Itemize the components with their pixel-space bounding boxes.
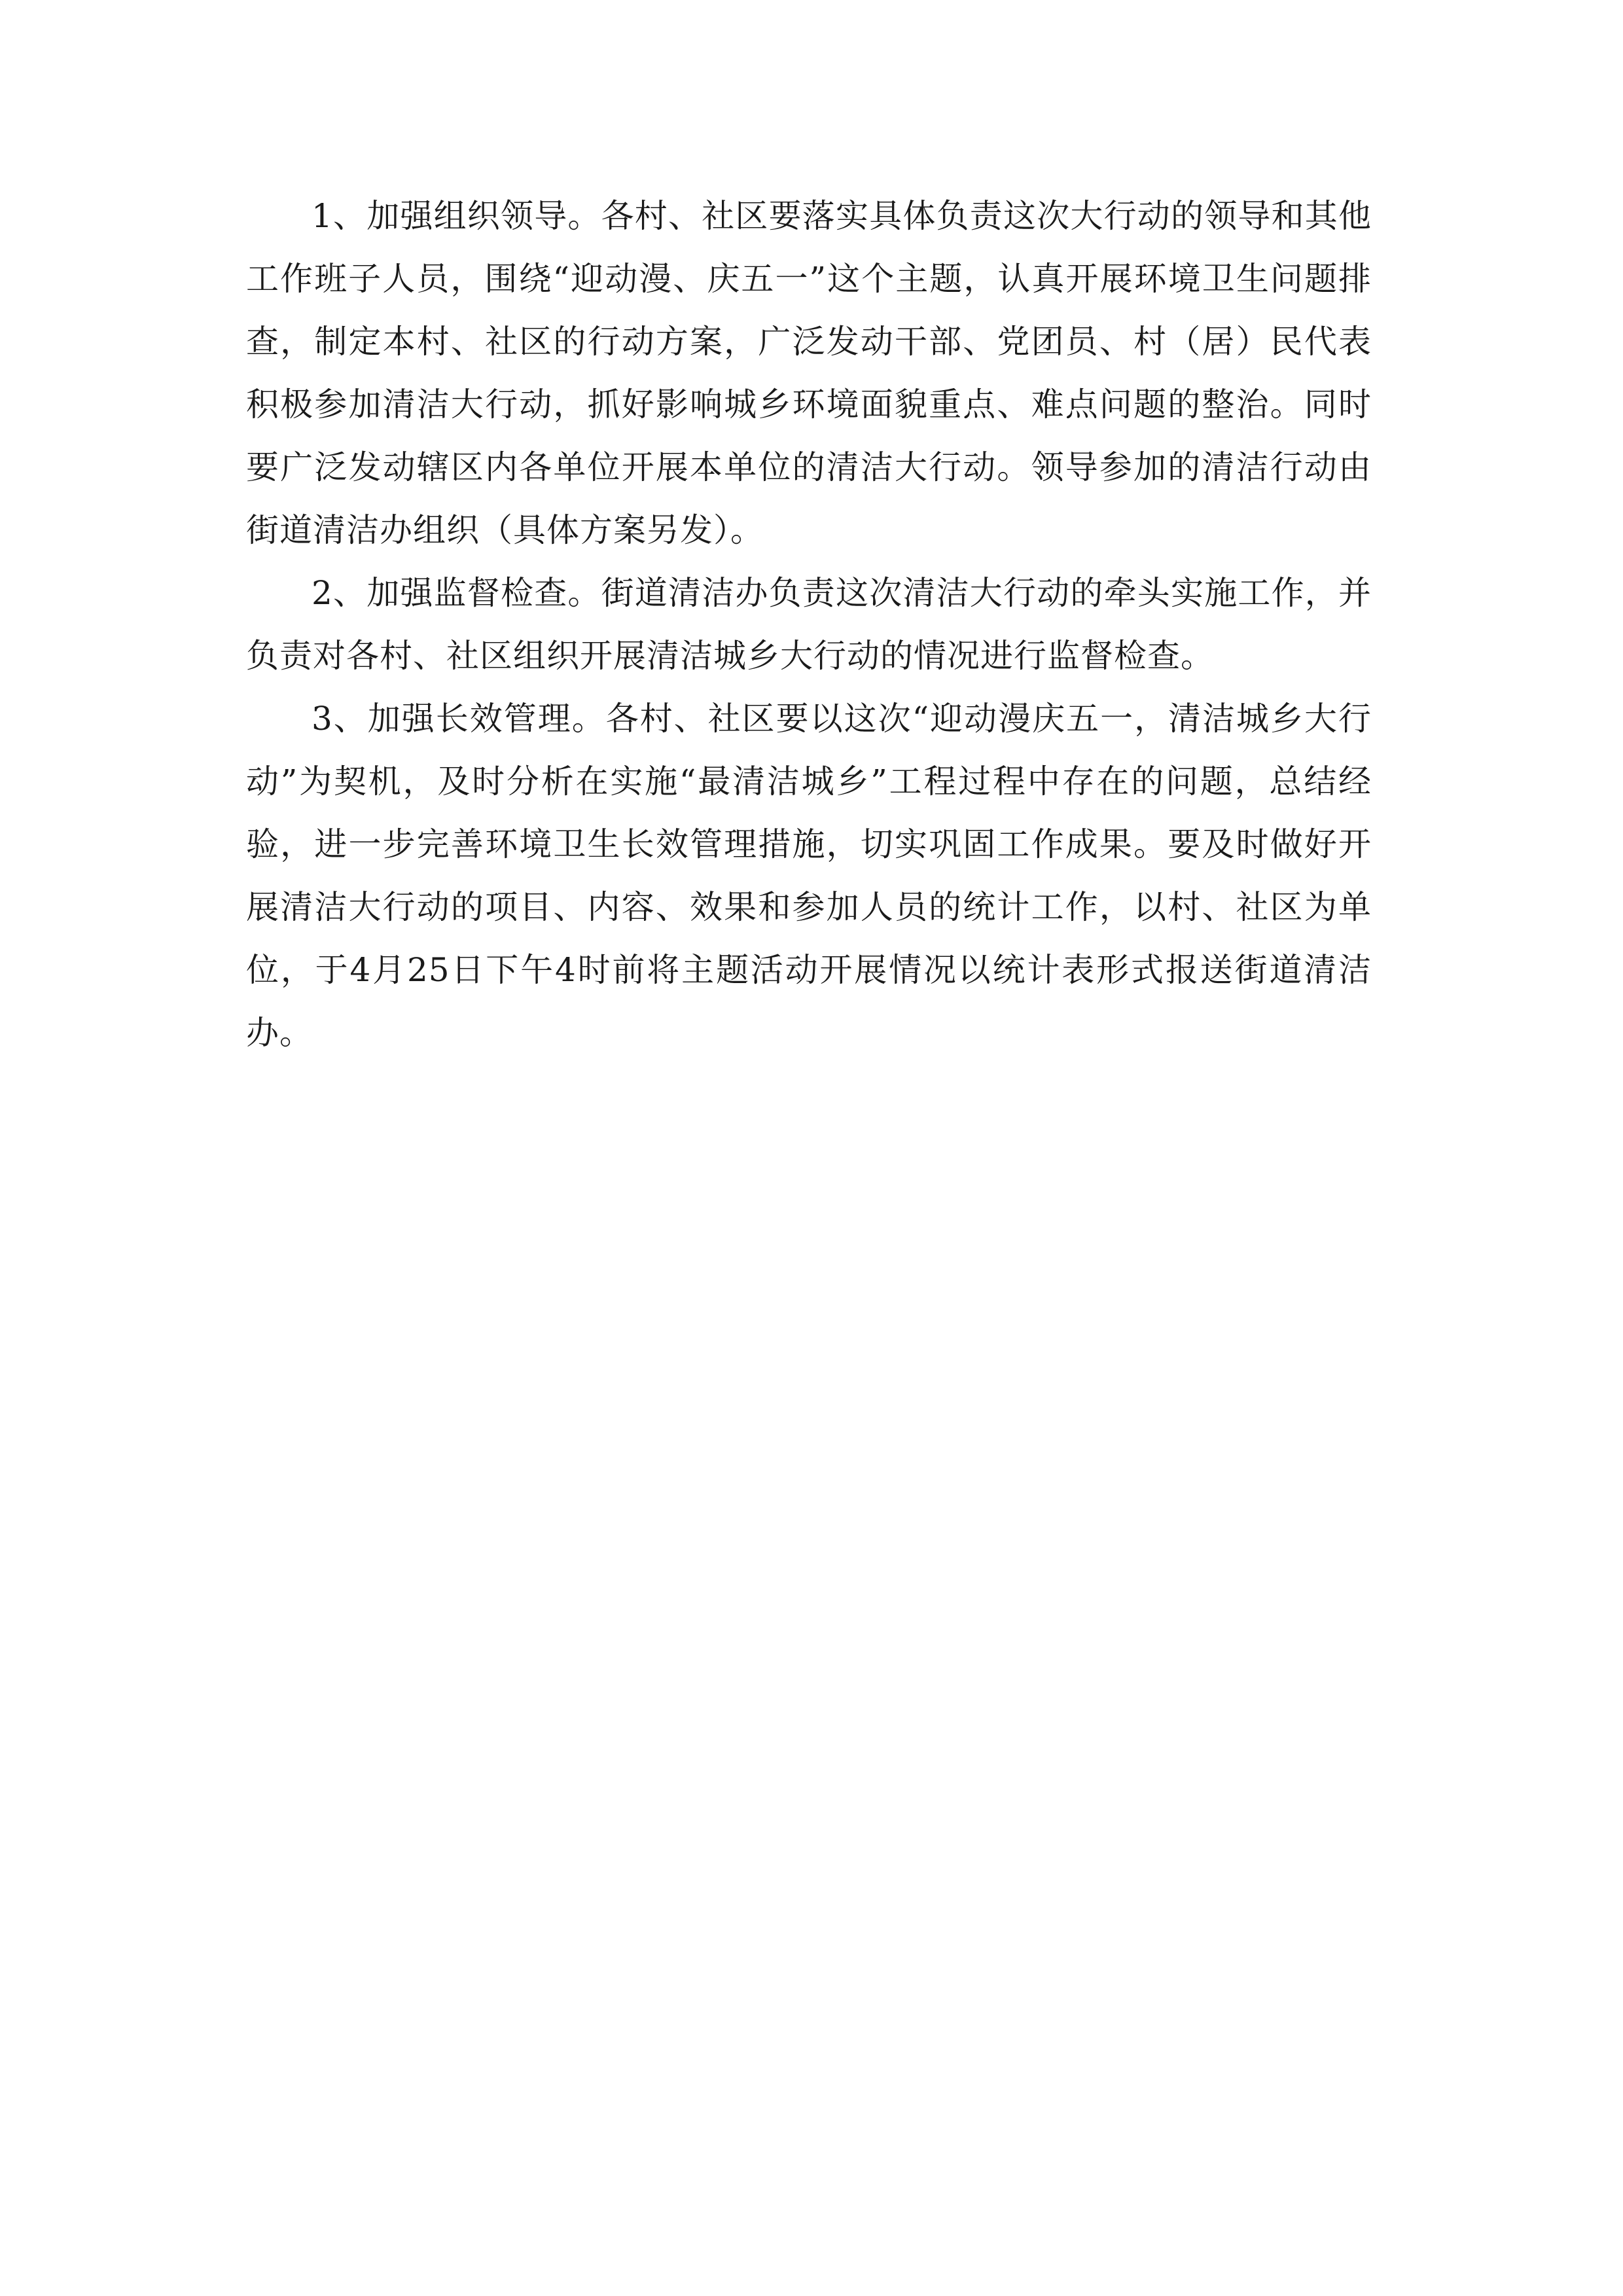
paragraph-supervision-inspection: 2、加强监督检查。街道清洁办负责这次清洁大行动的牵头实施工作，并负责对各村、社区组织开展清洁城乡大行动的情况进行监督检查。 xyxy=(246,574,1372,675)
document-body xyxy=(246,185,1372,1064)
paragraph-organization-leadership: 1、加强组织领导。各村、社区要落实具体负责这次大行动的领导和其他工作班子人员，围绕“迎动漫、庆五一”这个主题，认真开展环境卫生问题排查，制定本村、社区的行动方案，广泛发动干部、党团员、村（居）民代表积极参加清洁大行动，抓好影响城乡环境面貌重点、难点问题的整治。同时要广泛发动辖区内各单位开展本单位的清洁大行动。领导参加的清洁行动由街道清洁办组织（具体方案另发）。 xyxy=(246,197,1372,549)
paragraph-long-term-management: 3、加强长效管理。各村、社区要以这次“迎动漫庆五一，清洁城乡大行动”为契机，及时分析在实施“最清洁城乡”工程过程中存在的问题，总结经验，进一步完善环境卫生长效管理措施，切实巩固工作成果。要及时做好开展清洁大行动的项目、内容、效果和参加人员的统计工作，以村、社区为单位，于4月25日下午4时前将主题活动开展情况以统计表形式报送街道清洁办。 xyxy=(246,700,1372,1052)
